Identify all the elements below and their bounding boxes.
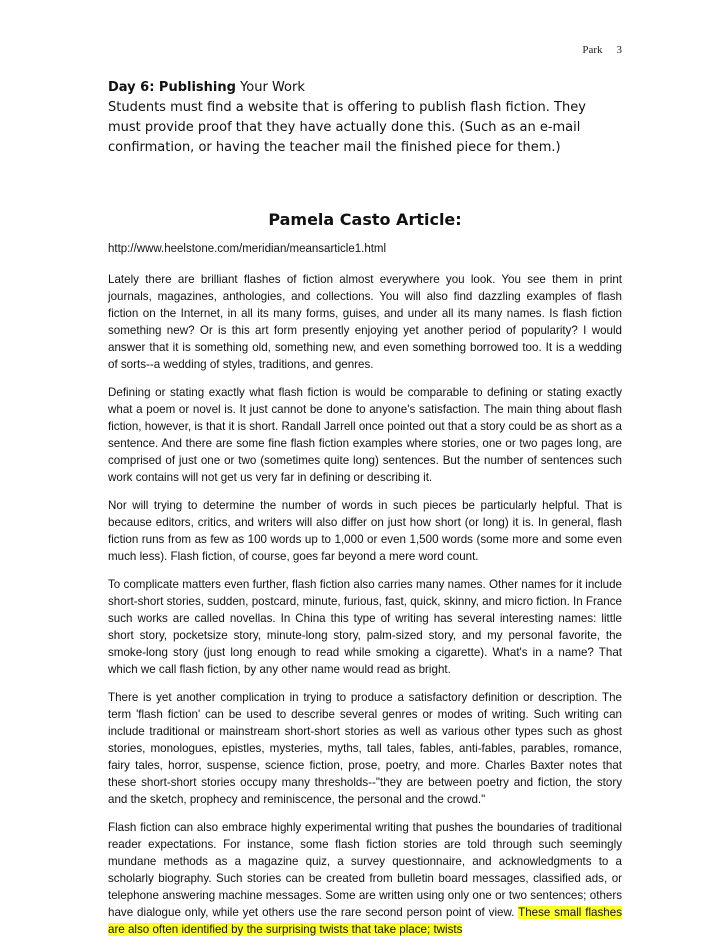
article-title: Pamela Casto Article:: [268, 210, 462, 229]
article-paragraph-6: [108, 819, 622, 938]
highlighted-text: These small flashes are also often identified by the surprising twists that take place; twists: [108, 906, 622, 936]
day-heading-bold: Day 6: Publishing: [108, 80, 236, 95]
header-author: Park: [582, 44, 603, 56]
page-number: 3: [616, 44, 622, 56]
paragraph-6-text: Flash fiction can also embrace highly experimental writing that pushes the boundaries of traditional reader expectations. For instance, some flash fiction stories are told through such seemingly mundane methods as a magazine quiz, a survey questionnaire, and acknowledgments to a scholarly biography. Such stories can be created from bulletin board messages, classified ads, or telephone answering machine messages. Some are written using only one or two sentences; others have dialogue only, while yet others use the rare second person point of view.: [108, 821, 622, 919]
article-paragraph-1: Lately there are brilliant flashes of fiction almost everywhere you look. You see them in print journals, magazines, anthologies, and collections. You will also find dazzling examples of flash fiction on the Internet, in all its many forms, guises, and under all its many names. Is flash fiction something new? Or is this art form presently enjoying yet another period of popularity? I would answer that it is something old, something new, and even something borrowed too. It is a wedding of sorts--a wedding of styles, traditions, and genres.: [108, 273, 622, 371]
day-instructions: Students must find a website that is offering to publish flash fiction. They must provide proof that they have actually done this. (Such as an e-mail confirmation, or having the teacher mail the finished piece for them.): [108, 100, 586, 155]
day-section: [108, 78, 622, 158]
article-url: http://www.heelstone.com/meridian/meansarticle1.html: [108, 243, 387, 255]
article-paragraph-2: Defining or stating exactly what flash fiction is would be comparable to defining or stating exactly what a poem or novel is. It just cannot be done to anyone's satisfaction. The main thing about flash fiction, however, is that it is short. Randall Jarrell once pointed out that a story could be as short as a sentence. And there are some fine flash fiction examples where stories, one or two pages long, are comprised of just one or two (sometimes quite long) sentences. But the number of sentences such work contains will not get us very far in defining or describing it.: [108, 386, 622, 484]
article-paragraph-5: There is yet another complication in trying to produce a satisfactory definition or description. The term 'flash fiction' can be used to describe several genres or modes of writing. Such writing can include traditional or mainstream short-short stories as well as various other types such as ghost stories, monologues, epistles, mysteries, myths, tall tales, fables, anti-fables, parables, romance, fairy tales, horror, suspense, science fiction, prose, poetry, and more. Charles Baxter notes that these short-short stories occupy many thresholds--"they are between poetry and fiction, the story and the sketch, prophecy and reminiscence, the personal and the crowd.": [108, 691, 622, 806]
article-paragraph-3: Nor will trying to determine the number of words in such pieces be particularly helpful. That is because editors, critics, and writers will also differ on just how short (or long) it is. In general, flash fiction runs from as few as 100 words up to 1,000 or even 1,500 words (some more and some even much less). Flash fiction, of course, goes far beyond a mere word count.: [108, 499, 622, 563]
day-heading: [108, 78, 622, 98]
article-paragraph-4: To complicate matters even further, flash fiction also carries many names. Other names for it include short-short stories, sudden, postcard, minute, furious, fast, quick, skinny, and micro fiction. In France such works are called novellas. In China this type of writing has several interesting names: little short story, pocketsize story, minute-long story, palm-sized story, and my personal favorite, the smoke-long story (just long enough to read while smoking a cigarette). What's in a name? That which we call flash fiction, by any other name would read as bright.: [108, 578, 622, 676]
day-heading-rest: Your Work: [235, 80, 305, 95]
page-content: [108, 78, 622, 949]
page-header: [582, 44, 622, 56]
